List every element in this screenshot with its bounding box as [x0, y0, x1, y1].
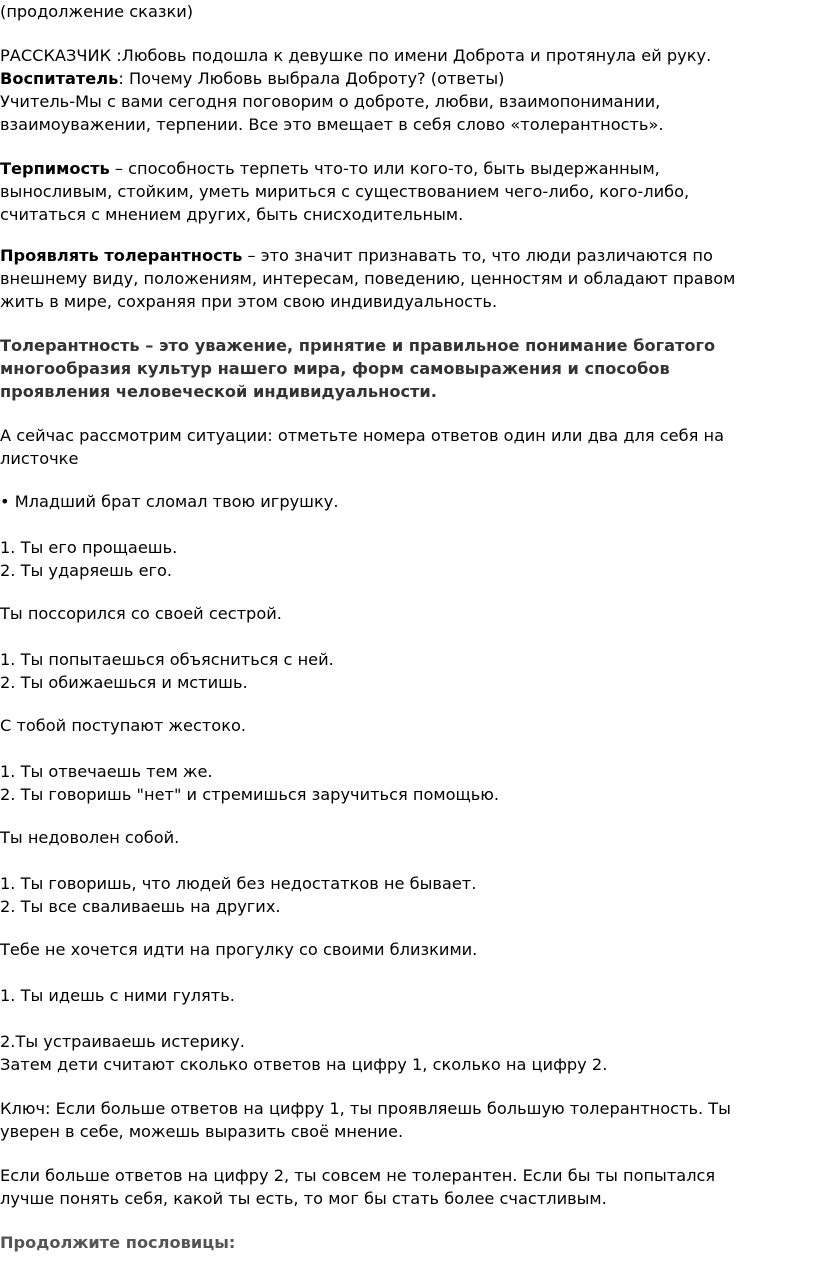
situation-1-answer-2: 2. Ты ударяешь его.	[0, 561, 173, 580]
tolerance-bold-line-2: многообразия культур нашего мира, форм самовыражения и способов	[0, 359, 670, 378]
tolerance-bold-line-1: Толерантность – это уважение, принятие и правильное понимание богатого	[0, 336, 716, 355]
educator-line	[0, 68, 504, 90]
proverbs-heading: Продолжите пословицы:	[0, 1233, 236, 1252]
teacher-line-2: взаимоуважении, терпении. Все это вмещает в себя слово «толерантность».	[0, 115, 664, 134]
key-2-line-2: лучше понять себя, какой ты есть, то мог бы стать более счастливым.	[0, 1189, 607, 1208]
show-tolerance-line-1	[0, 245, 713, 267]
tolerance-term: Терпимость	[0, 159, 110, 178]
tolerance-def-line-1	[0, 158, 660, 180]
show-tolerance-line-2: внешнему виду, положениям, интересам, поведению, ценностям и обладают правом	[0, 269, 736, 288]
key-2-line-1: Если больше ответов на цифру 2, ты совсем не толерантен. Если бы ты попытался	[0, 1166, 716, 1185]
situation-5-question: Тебе не хочется идти на прогулку со своими близкими.	[0, 940, 478, 959]
situation-1-answer-1: 1. Ты его прощаешь.	[0, 538, 178, 557]
task-line-2: листочке	[0, 449, 79, 468]
show-tolerance-term: Проявлять толерантность	[0, 246, 243, 265]
educator-text: : Почему Любовь выбрала Доброту? (ответы)	[118, 69, 505, 88]
key-1-line-1: Ключ: Если больше ответов на цифру 1, ты проявляешь большую толерантность. Ты	[0, 1099, 731, 1118]
situation-3-answer-2: 2. Ты говоришь "нет" и стремишься заручиться помощью.	[0, 785, 500, 804]
situation-4-answer-2: 2. Ты все сваливаешь на других.	[0, 897, 281, 916]
situation-5-answer-1: 1. Ты идешь с ними гулять.	[0, 986, 235, 1005]
situation-4-answer-1: 1. Ты говоришь, что людей без недостатков не бывает.	[0, 874, 477, 893]
situation-2-answer-1: 1. Ты попытаешься объясниться с ней.	[0, 650, 334, 669]
situation-5-answer-2: 2.Ты устраиваешь истерику.	[0, 1032, 245, 1051]
situation-1-question: • Младший брат сломал твою игрушку.	[0, 492, 339, 511]
situation-4-question: Ты недоволен собой.	[0, 828, 180, 847]
situation-3-question: С тобой поступают жестоко.	[0, 716, 247, 735]
key-1-line-2: уверен в себе, можешь выразить своё мнение.	[0, 1122, 404, 1141]
tolerance-def-line-2: выносливым, стойким, уметь мириться с существованием чего-либо, кого-либо,	[0, 182, 690, 201]
intro-line: (продолжение сказки)	[0, 2, 194, 21]
show-tolerance-text: – это значит признавать то, что люди различаются по	[242, 246, 713, 265]
tolerance-def-text: – способность терпеть что-то или кого-то, быть выдержанным,	[109, 159, 660, 178]
teacher-line-1: Учитель-Мы с вами сегодня поговорим о доброте, любви, взаимопонимании,	[0, 92, 661, 111]
situation-3-answer-1: 1. Ты отвечаешь тем же.	[0, 762, 213, 781]
tolerance-bold-line-3: проявления человеческой индивидуальности.	[0, 382, 437, 401]
task-line-1: А сейчас рассмотрим ситуации: отметьте номера ответов один или два для себя на	[0, 426, 725, 445]
educator-label: Воспитатель	[0, 69, 119, 88]
situation-2-answer-2: 2. Ты обижаешься и мстишь.	[0, 673, 248, 692]
count-line: Затем дети считают сколько ответов на цифру 1, сколько на цифру 2.	[0, 1055, 608, 1074]
situation-2-question: Ты поссорился со своей сестрой.	[0, 604, 282, 623]
tolerance-def-line-3: считаться с мнением других, быть снисходительным.	[0, 205, 464, 224]
narrator-line: РАССКАЗЧИК :Любовь подошла к девушке по имени Доброта и протянула ей руку.	[0, 46, 712, 65]
show-tolerance-line-3: жить в мире, сохраняя при этом свою индивидуальность.	[0, 292, 498, 311]
